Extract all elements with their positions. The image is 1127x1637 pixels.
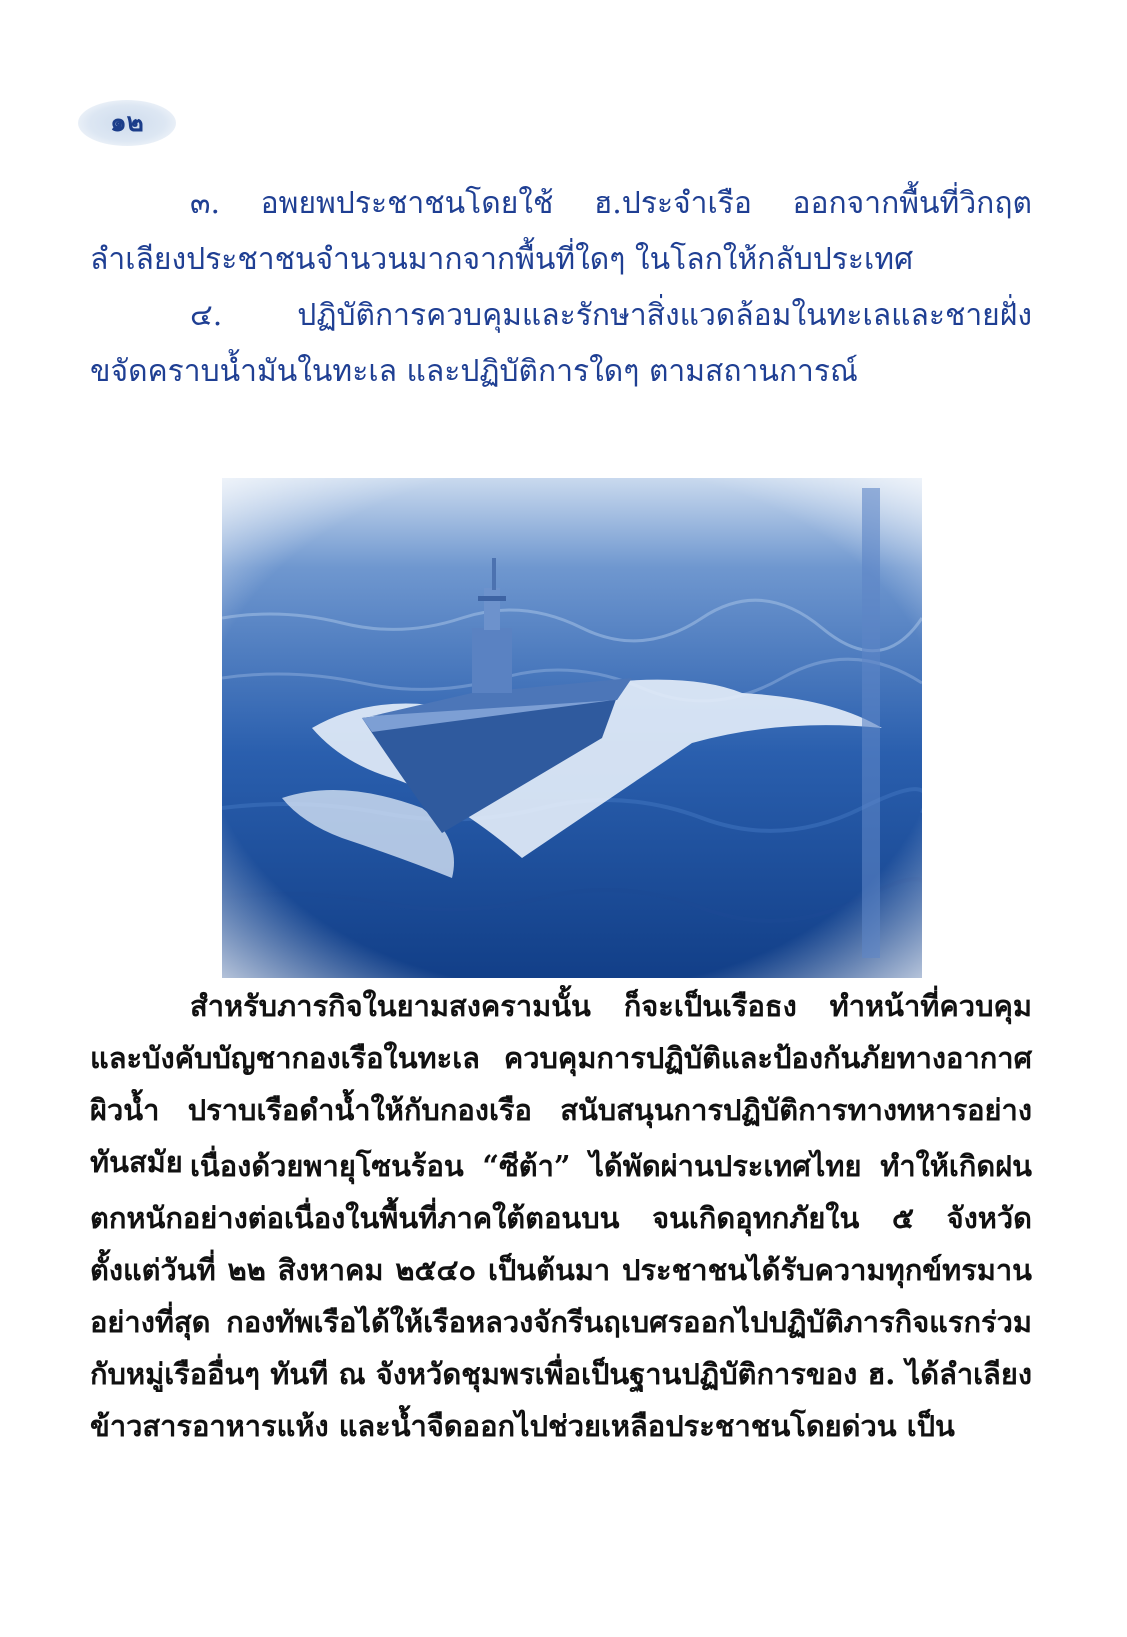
page-number: ๑๒: [78, 100, 176, 146]
paragraph-item-3: ๓. อพยพประชาชนโดยใช้ ฮ.ประจำเรือ ออกจากพื้นที่วิกฤต ลำเลียงประชาชนจำนวนมากจากพื้นที่ใดๆ ในโลกให้กลับประเทศ: [90, 186, 1032, 277]
aircraft-carrier-photo: [222, 478, 922, 978]
paragraph-storm-relief: เนื่องด้วยพายุโซนร้อน “ซีต้า” ได้พัดผ่านประเทศไทย ทำให้เกิดฝนตกหนักอย่างต่อเนื่องในพื้นที่ภาคใต้ตอนบน จนเกิดอุทกภัยใน ๕ จังหวัด ตั้งแต่วันที่ ๒๒ สิงหาคม ๒๕๔๐ เป็นต้นมา ประชาชนได้รับความทุกข์ทรมานอย่างที่สุด กองทัพเรือได้ให้เรือหลวงจักรีนฤเบศรออกไปปฏิบัติภารกิจแรกร่วมกับหมู่เรืออื่นๆ ทันที ณ จังหวัดชุมพรเพื่อเป็นฐานปฏิบัติการของ ฮ. ได้ลำเลียงข้าวสารอาหารแห้ง และน้ำจืดออกไปช่วยเหลือประชาชนโดยด่วน เป็น: [90, 1149, 1032, 1443]
paragraph-item-4: ๔. ปฏิบัติการควบคุมและรักษาสิ่งแวดล้อมในทะเลและชายฝั่ง ขจัดคราบน้ำมันในทะเล และปฏิบัติการใดๆ ตามสถานการณ์: [90, 298, 1032, 389]
paragraph-wartime-mission: สำหรับภารกิจในยามสงครามนั้น ก็จะเป็นเรือธง ทำหน้าที่ควบคุมและบังคับบัญชากองเรือในทะเล ควบคุมการปฏิบัติและป้องกันภัยทางอากาศ ผิวน้ำ ปราบเรือดำน้ำให้กับกองเรือ สนับสนุนการปฏิบัติการทางทหารอย่างทันสมัย: [90, 989, 1032, 1179]
